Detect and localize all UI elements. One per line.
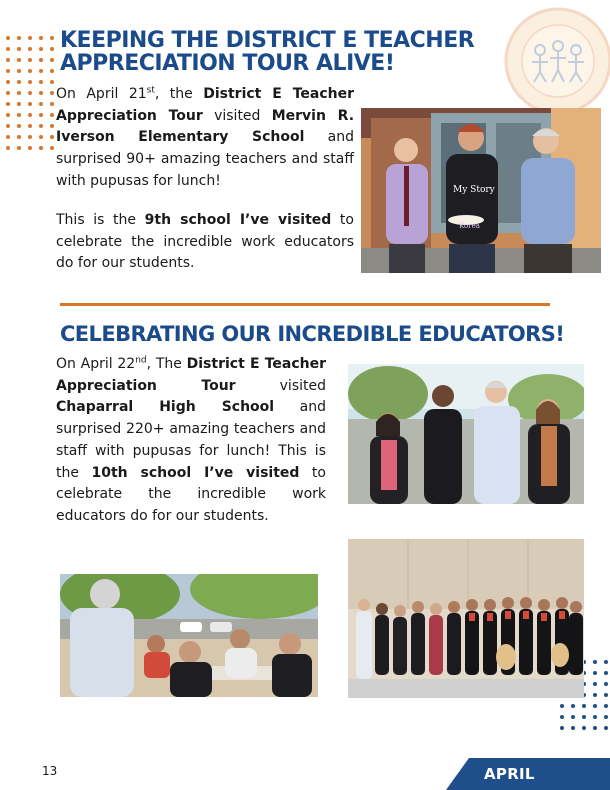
paragraph-chaparral-visit: On April 22nd, The District E Teacher Appreciation Tour visited Chaparral High School and surprised 220+ amazing teachers and staff with pupusas for lunch! This is the 10th school I’ve visited to celebrate the incredible work educators do for our students. bbox=[56, 355, 326, 524]
title-line-1: KEEPING THE DISTRICT E TEACHER bbox=[60, 28, 475, 53]
photo-chaparral-high-group bbox=[348, 364, 584, 504]
photo-iverson-elementary-group bbox=[361, 108, 601, 273]
county-seal-watermark bbox=[488, 6, 610, 116]
shirt-print-text: My Story bbox=[453, 185, 495, 195]
decorative-dot-grid-orange bbox=[6, 36, 54, 150]
paragraph-ninth-school: This is the 9th school I’ve visited to celebrate the incredible work educators do for our students. bbox=[56, 212, 354, 272]
section-title-celebrating-educators: CELEBRATING OUR INCREDIBLE EDUCATORS! bbox=[60, 322, 565, 346]
photo-outdoor-lunch bbox=[60, 574, 318, 697]
section-title-tour-alive bbox=[60, 29, 490, 75]
month-label: APRIL bbox=[484, 765, 535, 783]
paragraph-iverson-visit: On April 21st, the District E Teacher Appreciation Tour visited Mervin R. Iverson Elementary School and surprised 90+ amazing teachers and staff with pupusas for lunch! bbox=[56, 85, 355, 189]
photo-mariachi-group bbox=[348, 539, 584, 698]
page-number: 13 bbox=[42, 764, 58, 778]
title-line-2: APPRECIATION TOUR ALIVE! bbox=[60, 51, 395, 76]
section-divider bbox=[60, 303, 550, 306]
shirt-print-text-2: Korea bbox=[459, 222, 480, 230]
